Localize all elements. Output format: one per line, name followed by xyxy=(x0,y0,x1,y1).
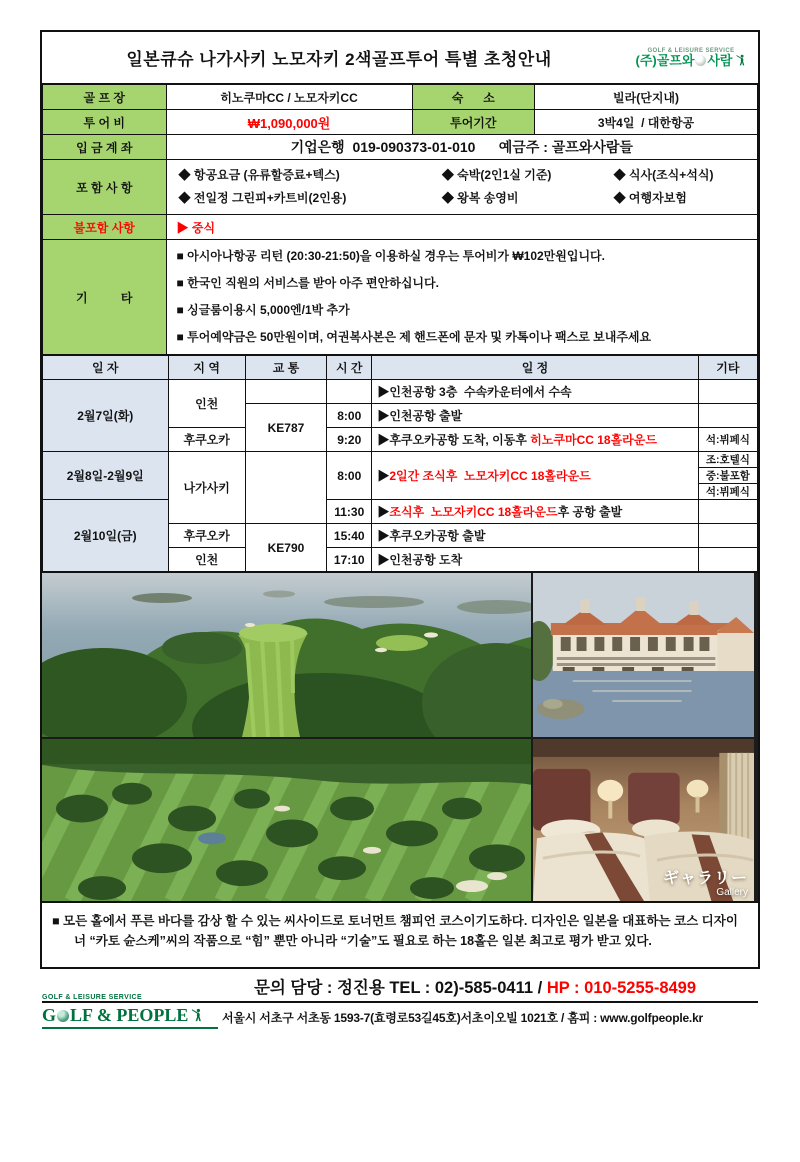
time-cell: 17:10 xyxy=(327,548,372,572)
col-header-region: 지 역 xyxy=(168,356,245,380)
etc-item: ■ 한국인 직원의 서비스를 받아 아주 편안하십니다. xyxy=(176,276,439,290)
course-description: ■ 모든 홀에서 푸른 바다를 감상 할 수 있는 씨사이드로 토너먼트 챔피언 코스이기도하다. 디자인은 일본을 대표하는 코스 디자이너 “카토 슌스케”씨의 작품으로 “힘” 뿐만 아니라 “기술”도 필요로 하는 18홀은 일본 최고로 평가 받고 있다. xyxy=(42,901,758,967)
transport-cell xyxy=(245,452,326,524)
region-cell: 후쿠오카 xyxy=(168,428,245,452)
itinerary-text: 후 공항 출발 xyxy=(557,505,623,519)
photo-grid xyxy=(42,572,758,901)
included-row-1 xyxy=(179,164,751,187)
etc-cell xyxy=(698,548,757,572)
etc-cell xyxy=(698,380,757,404)
price-value: ₩1,090,000원 xyxy=(166,110,412,135)
time-cell: 9:20 xyxy=(327,428,372,452)
time-cell xyxy=(327,380,372,404)
col-header-date: 일 자 xyxy=(43,356,169,380)
account-label: 입 금 계 좌 xyxy=(43,135,167,160)
col-header-itinerary: 일 정 xyxy=(372,356,698,380)
row-included xyxy=(43,160,758,215)
col-header-transport: 교 통 xyxy=(245,356,326,380)
etc-cell: 석:뷔페식 xyxy=(698,484,757,500)
itinerary-table xyxy=(42,355,758,572)
etc-cell xyxy=(698,500,757,524)
contact-line xyxy=(192,974,758,1001)
col-header-etc: 기타 xyxy=(698,356,757,380)
date-cell: 2월8일-2월9일 xyxy=(43,452,169,500)
etc-cell: 석:뷔페식 xyxy=(698,428,757,452)
itinerary-cell xyxy=(372,452,698,500)
tour-info-table xyxy=(42,84,758,355)
account-value: 기업은행 019-090373-01-010 예금주 : 골프와사람들 xyxy=(166,135,757,160)
row-golf-course xyxy=(43,85,758,110)
footer xyxy=(42,974,758,1029)
golf-and-people-logo xyxy=(42,1005,218,1029)
flight-cell: KE790 xyxy=(245,524,326,572)
row-account xyxy=(43,135,758,160)
golf-course-value: 히노쿠마CC / 노모자키CC xyxy=(166,85,412,110)
included-item: ◆ 숙박(2인1실 기준) xyxy=(441,168,552,182)
included-item: ◆ 식사(조식+석식) xyxy=(613,168,714,182)
photo-seaside-golf-course xyxy=(42,573,531,737)
itinerary-cell xyxy=(372,428,698,452)
period-label: 투어기간 xyxy=(412,110,535,135)
etc-cell xyxy=(698,524,757,548)
lodging-value: 빌라(단지내) xyxy=(535,85,758,110)
table-row xyxy=(43,452,758,468)
lodging-label: 숙 소 xyxy=(412,85,535,110)
footer-top-row xyxy=(42,974,758,1001)
logo-letters-rest: LF & PEOPLE xyxy=(70,1005,189,1025)
etc-cell xyxy=(698,404,757,428)
included-row-2 xyxy=(179,187,751,210)
photo-golf-course-aerial xyxy=(42,739,531,901)
logo-name xyxy=(630,54,752,68)
row-excluded xyxy=(43,215,758,240)
footer-bottom-row xyxy=(42,1003,758,1029)
logo-caption: GOLF & LEISURE SERVICE xyxy=(647,47,735,54)
itinerary-marker: ▶ xyxy=(377,505,390,519)
etc-item: ■ 아시아나항공 리턴 (20:30-21:50)을 이용하실 경우는 투어비가 ₩102만원입니다. xyxy=(176,249,605,263)
itinerary-cell: ▶인천공항 3층 수속카운터에서 수속 xyxy=(372,380,698,404)
title-row xyxy=(42,32,758,84)
included-item: ◆ 왕복 송영비 xyxy=(441,191,519,205)
etc-item: ■ 싱글룸이용시 5,000엔/1박 추가 xyxy=(176,303,350,317)
price-label: 투 어 비 xyxy=(43,110,167,135)
date-cell: 2월10일(금) xyxy=(43,500,169,572)
gallery-overlay xyxy=(663,871,748,898)
region-cell: 인천 xyxy=(168,548,245,572)
footer-logo-caption: GOLF & LEISURE SERVICE xyxy=(42,994,143,1001)
golf-ball-icon xyxy=(57,1010,69,1022)
time-cell: 11:30 xyxy=(327,500,372,524)
company-logo xyxy=(630,48,752,68)
flight-cell: KE787 xyxy=(245,404,326,452)
region-cell: 후쿠오카 xyxy=(168,524,245,548)
included-item: ◆ 항공요금 (유류할증료+텍스) xyxy=(178,168,340,182)
golfer-icon xyxy=(189,1008,204,1023)
logo-letter-g: G xyxy=(42,1005,57,1025)
etc-item: ■ 투어예약금은 50만원이며, 여권복사본은 제 핸드폰에 문자 및 카톡이나 팩스로 보내주세요 xyxy=(176,330,652,344)
itinerary-cell xyxy=(372,500,698,524)
included-items xyxy=(166,160,757,215)
table-row xyxy=(43,380,758,404)
included-label: 포 함 사 항 xyxy=(43,160,167,215)
region-cell: 인천 xyxy=(168,380,245,428)
itinerary-text-red: 조식후 노모자키CC 18홀라운드 xyxy=(389,505,558,519)
etc-cell: 조:호텔식 xyxy=(698,452,757,468)
itinerary-marker: ▶ xyxy=(377,469,390,483)
etc-label: 기 타 xyxy=(43,240,167,355)
excluded-value: ▶ 중식 xyxy=(166,215,757,240)
etc-items xyxy=(166,240,757,355)
included-item: ◆ 전일정 그린피+카트비(2인용) xyxy=(178,191,347,205)
table-row xyxy=(43,500,758,524)
logo-text-left: (주)골프와 xyxy=(635,52,695,68)
golf-ball-icon xyxy=(695,55,706,66)
contact-text: 문의 담당 : 정진용 TEL : 02)-585-0411 / xyxy=(253,979,547,997)
itinerary-text-red: 히노쿠마CC 18홀라운드 xyxy=(530,433,657,447)
logo-text-right: 사람 xyxy=(707,52,733,68)
itinerary-cell: ▶인천공항 출발 xyxy=(372,404,698,428)
included-item: ◆ 여행자보험 xyxy=(613,191,687,205)
time-cell: 8:00 xyxy=(327,452,372,500)
period-value: 3박4일 / 대한항공 xyxy=(535,110,758,135)
transport-cell xyxy=(245,380,326,404)
photo-hotel-room xyxy=(533,739,754,901)
golf-course-label: 골 프 장 xyxy=(43,85,167,110)
company-address: 서울시 서초구 서초동 1593-7(효령로53길45호)서초이오빌 1021호 / 홈피 : www.golfpeople.kr xyxy=(222,1010,704,1025)
etc-cell: 중:불포함 xyxy=(698,468,757,484)
row-etc xyxy=(43,240,758,355)
time-cell: 8:00 xyxy=(327,404,372,428)
contact-mobile: HP : 010-5255-8499 xyxy=(546,979,697,997)
photo-resort-villa xyxy=(533,573,754,737)
gallery-label-jp: ギャラリー xyxy=(662,869,748,887)
region-cell: 나가사키 xyxy=(168,452,245,524)
flyer-document xyxy=(40,30,760,969)
time-cell: 15:40 xyxy=(327,524,372,548)
date-cell: 2월7일(화) xyxy=(43,380,169,452)
itinerary-cell: ▶후쿠오카공항 출발 xyxy=(372,524,698,548)
itinerary-cell: ▶인천공항 도착 xyxy=(372,548,698,572)
golfer-icon xyxy=(734,54,747,67)
row-price xyxy=(43,110,758,135)
itinerary-header-row xyxy=(43,356,758,380)
itinerary-text: ▶후쿠오카공항 도착, 이동후 xyxy=(377,433,531,447)
page-title: 일본큐슈 나가사키 노모자키 2색골프투어 특별 초청안내 xyxy=(126,50,552,69)
gallery-label-en: Gallery xyxy=(716,886,748,898)
itinerary-text-red: 2일간 조식후 노모자키CC 18홀라운드 xyxy=(389,469,591,483)
excluded-label: 불포함 사항 xyxy=(43,215,167,240)
col-header-time: 시 간 xyxy=(327,356,372,380)
